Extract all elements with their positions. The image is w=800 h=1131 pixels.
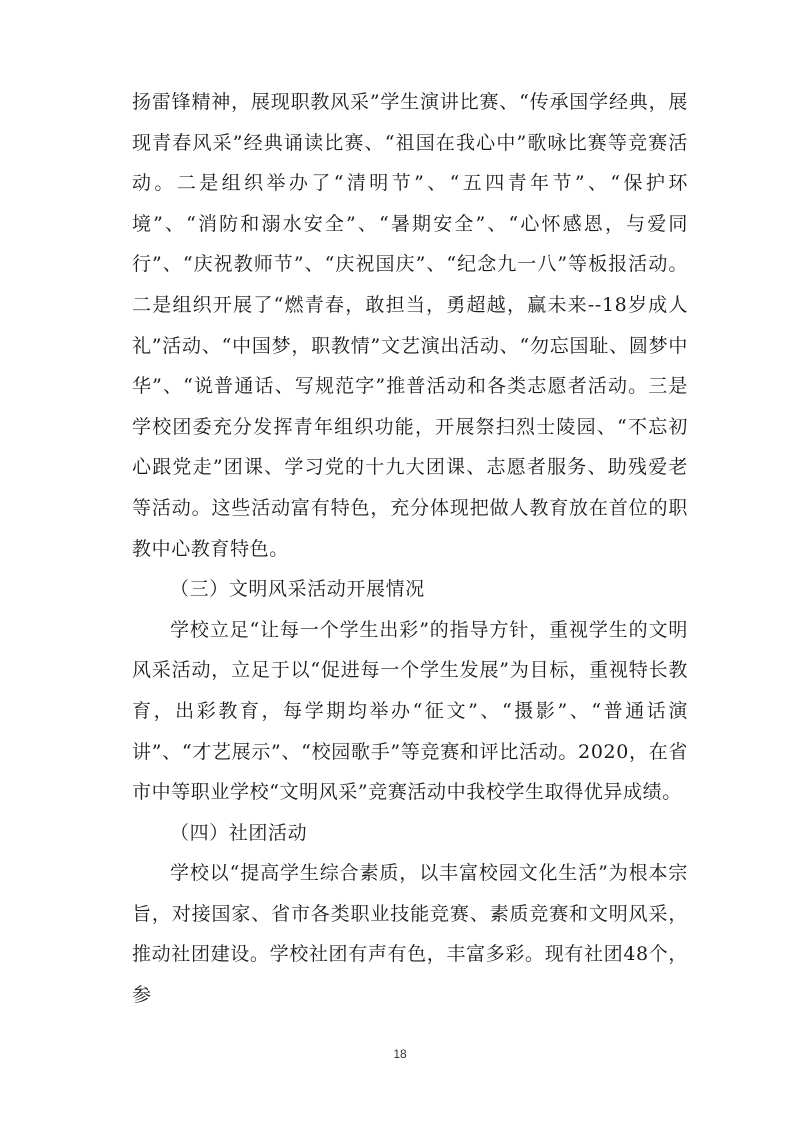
section-heading-3: （三）文明风采活动开展情况: [170, 578, 425, 601]
body-paragraph-section-4: 学校以“提高学生综合素质，以丰富校园文化生活”为根本宗旨，对接国家、省市各类职业技能竞赛、素质竞赛和文明风采，推动社团建设。学校社团有声有色，丰富多彩。现有社团48个，参: [132, 862, 688, 1007]
page-number: 18: [393, 1047, 407, 1061]
page-body: [132, 82, 688, 1016]
section-heading-4: （四）社团活动: [170, 821, 308, 844]
body-paragraph-continued: 扬雷锋精神，展现职教风采”学生演讲比赛、“传承国学经典，展现青春风采”经典诵读比赛、“祖国在我心中”歌咏比赛等竞赛活动。二是组织举办了“清明节”、“五四青年节”、“保护环境”、“消防和溺水安全”、“暑期安全”、“心怀感恩，与爱同行”、“庆祝教师节”、“庆祝国庆”、“纪念九一八”等板报活动。二是组织开展了“燃青春，敢担当，勇超越，赢未来--18岁成人礼”活动、“中国梦，职教情”文艺演出活动、“勿忘国耻、圆梦中华”、“说普通话、写规范字”推普活动和各类志愿者活动。三是学校团委充分发挥青年组织功能，开展祭扫烈士陵园、“不忘初心跟党走”团课、学习党的十九大团课、志愿者服务、助残爱老等活动。这些活动富有特色，充分体现把做人教育放在首位的职教中心教育特色。: [132, 91, 688, 560]
body-paragraph-section-3: 学校立足“让每一个学生出彩”的指导方针，重视学生的文明风采活动，立足于以“促进每一个学生发展”为目标，重视特长教育，出彩教育，每学期均举办“征文”、“摄影”、“普通话演讲”、“才艺展示”、“校园歌手”等竞赛和评比活动。2020，在省市中等职业学校“文明风采”竞赛活动中我校学生取得优异成绩。: [132, 618, 688, 804]
